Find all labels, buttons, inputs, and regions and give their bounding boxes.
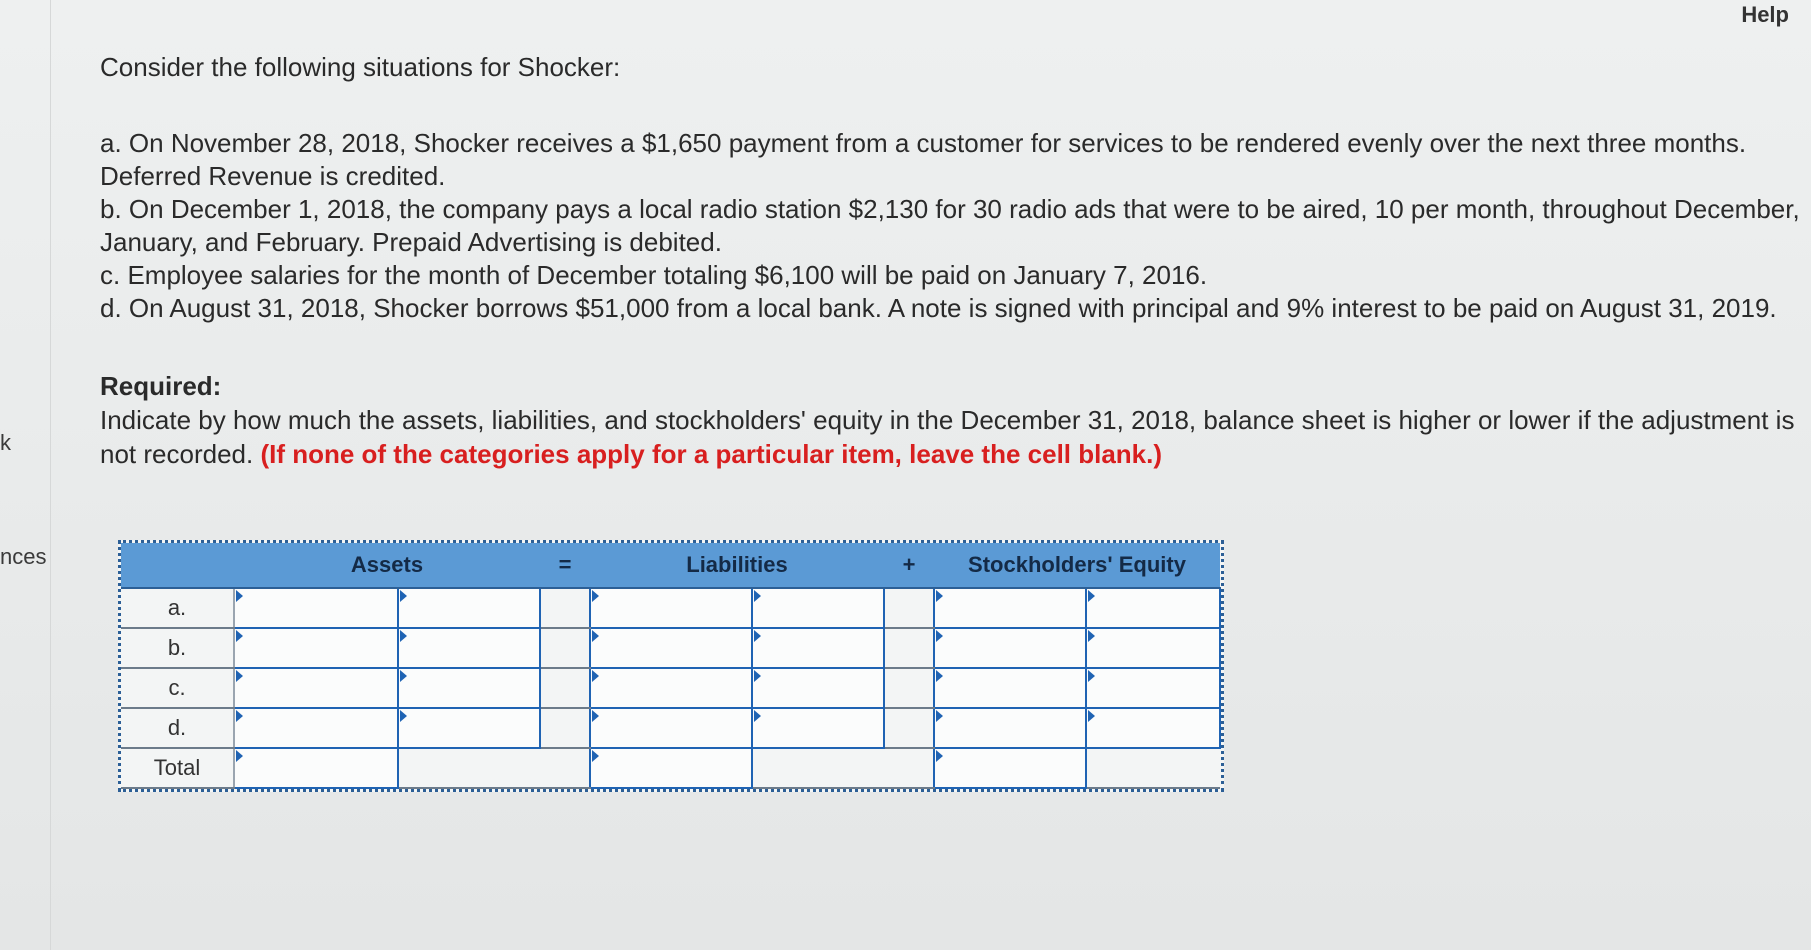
equity-dropdown-cell[interactable] — [934, 708, 1086, 748]
help-link[interactable]: Help — [1741, 2, 1789, 27]
equity-amount-cell[interactable] — [1086, 588, 1220, 628]
equity-dropdown-cell[interactable] — [934, 628, 1086, 668]
left-panel-fragment: k — [0, 430, 11, 455]
assets-dropdown-cell[interactable] — [234, 628, 398, 668]
table-row — [121, 708, 1220, 748]
equity-amount-cell[interactable] — [1086, 708, 1220, 748]
assets-amount-cell[interactable] — [398, 668, 540, 708]
row-label: Total — [121, 748, 234, 788]
equals-spacer — [540, 668, 590, 708]
situation-d: d. On August 31, 2018, Shocker borrows $51,000 from a local bank. A note is signed with principal and 9% interest to be paid on August 31, 2019. — [100, 293, 1777, 323]
balance-sheet-table — [118, 540, 1224, 792]
liabilities-dropdown-cell[interactable] — [590, 708, 752, 748]
liabilities-amount-cell[interactable] — [752, 588, 884, 628]
equity-dropdown-cell[interactable] — [934, 588, 1086, 628]
assets-dropdown-cell[interactable] — [234, 708, 398, 748]
liabilities-amount-cell[interactable] — [752, 628, 884, 668]
assets-dropdown-cell[interactable] — [234, 668, 398, 708]
liabilities-total-dropdown-cell[interactable] — [590, 748, 752, 788]
equals-spacer — [540, 708, 590, 748]
plus-spacer — [884, 748, 934, 788]
row-label: d. — [121, 708, 234, 748]
header-liabilities: Liabilities — [590, 543, 884, 588]
equals-spacer — [540, 748, 590, 788]
equity-total-spacer — [1086, 748, 1220, 788]
required-heading: Required: — [100, 371, 222, 401]
table-row-total — [121, 748, 1220, 788]
assets-amount-cell[interactable] — [398, 588, 540, 628]
equity-amount-cell[interactable] — [1086, 628, 1220, 668]
liabilities-amount-cell[interactable] — [752, 708, 884, 748]
problem-intro: Consider the following situations for Shocker: — [100, 52, 621, 82]
situation-c: c. Employee salaries for the month of December totaling $6,100 will be paid on January 7, 2016. — [100, 260, 1208, 290]
situation-b: b. On December 1, 2018, the company pays a local radio station $2,130 for 30 radio ads that were to be aired, 10 per month, throughout December, January, and February. Prepaid Advertising is debited. — [100, 194, 1800, 257]
liabilities-dropdown-cell[interactable] — [590, 668, 752, 708]
required-text: Indicate by how much the assets, liabilities, and stockholders' equity in the December 31, 2018, balance sheet is higher or lower if the adjustment is not recorded. — [100, 405, 1795, 469]
liabilities-dropdown-cell[interactable] — [590, 628, 752, 668]
problem-content — [100, 52, 1800, 471]
assets-total-dropdown-cell[interactable] — [234, 748, 398, 788]
table-row — [121, 668, 1220, 708]
plus-spacer — [884, 668, 934, 708]
header-stockholders-equity: Stockholders' Equity — [934, 543, 1220, 588]
plus-spacer — [884, 628, 934, 668]
table-row — [121, 588, 1220, 628]
assets-amount-cell[interactable] — [398, 628, 540, 668]
left-panel-fragment: nces — [0, 544, 47, 569]
situation-a: a. On November 28, 2018, Shocker receives a $1,650 payment from a customer for services to be rendered evenly over the next three months. Deferred Revenue is credited. — [100, 128, 1747, 191]
header-plus: + — [884, 543, 934, 588]
required-section — [100, 369, 1800, 471]
liabilities-dropdown-cell[interactable] — [590, 588, 752, 628]
header-blank — [121, 543, 234, 588]
header-assets: Assets — [234, 543, 540, 588]
row-label: a. — [121, 588, 234, 628]
equity-total-dropdown-cell[interactable] — [934, 748, 1086, 788]
assets-total-spacer — [398, 748, 540, 788]
liabilities-total-spacer — [752, 748, 884, 788]
header-equals: = — [540, 543, 590, 588]
plus-spacer — [884, 708, 934, 748]
table-row — [121, 628, 1220, 668]
row-label: c. — [121, 668, 234, 708]
equals-spacer — [540, 628, 590, 668]
assets-dropdown-cell[interactable] — [234, 588, 398, 628]
liabilities-amount-cell[interactable] — [752, 668, 884, 708]
left-panel-edge — [0, 0, 51, 950]
equity-amount-cell[interactable] — [1086, 668, 1220, 708]
equals-spacer — [540, 588, 590, 628]
plus-spacer — [884, 588, 934, 628]
row-label: b. — [121, 628, 234, 668]
situations-list — [100, 127, 1800, 325]
required-note: (If none of the categories apply for a particular item, leave the cell blank.) — [260, 439, 1163, 469]
assets-amount-cell[interactable] — [398, 708, 540, 748]
equity-dropdown-cell[interactable] — [934, 668, 1086, 708]
